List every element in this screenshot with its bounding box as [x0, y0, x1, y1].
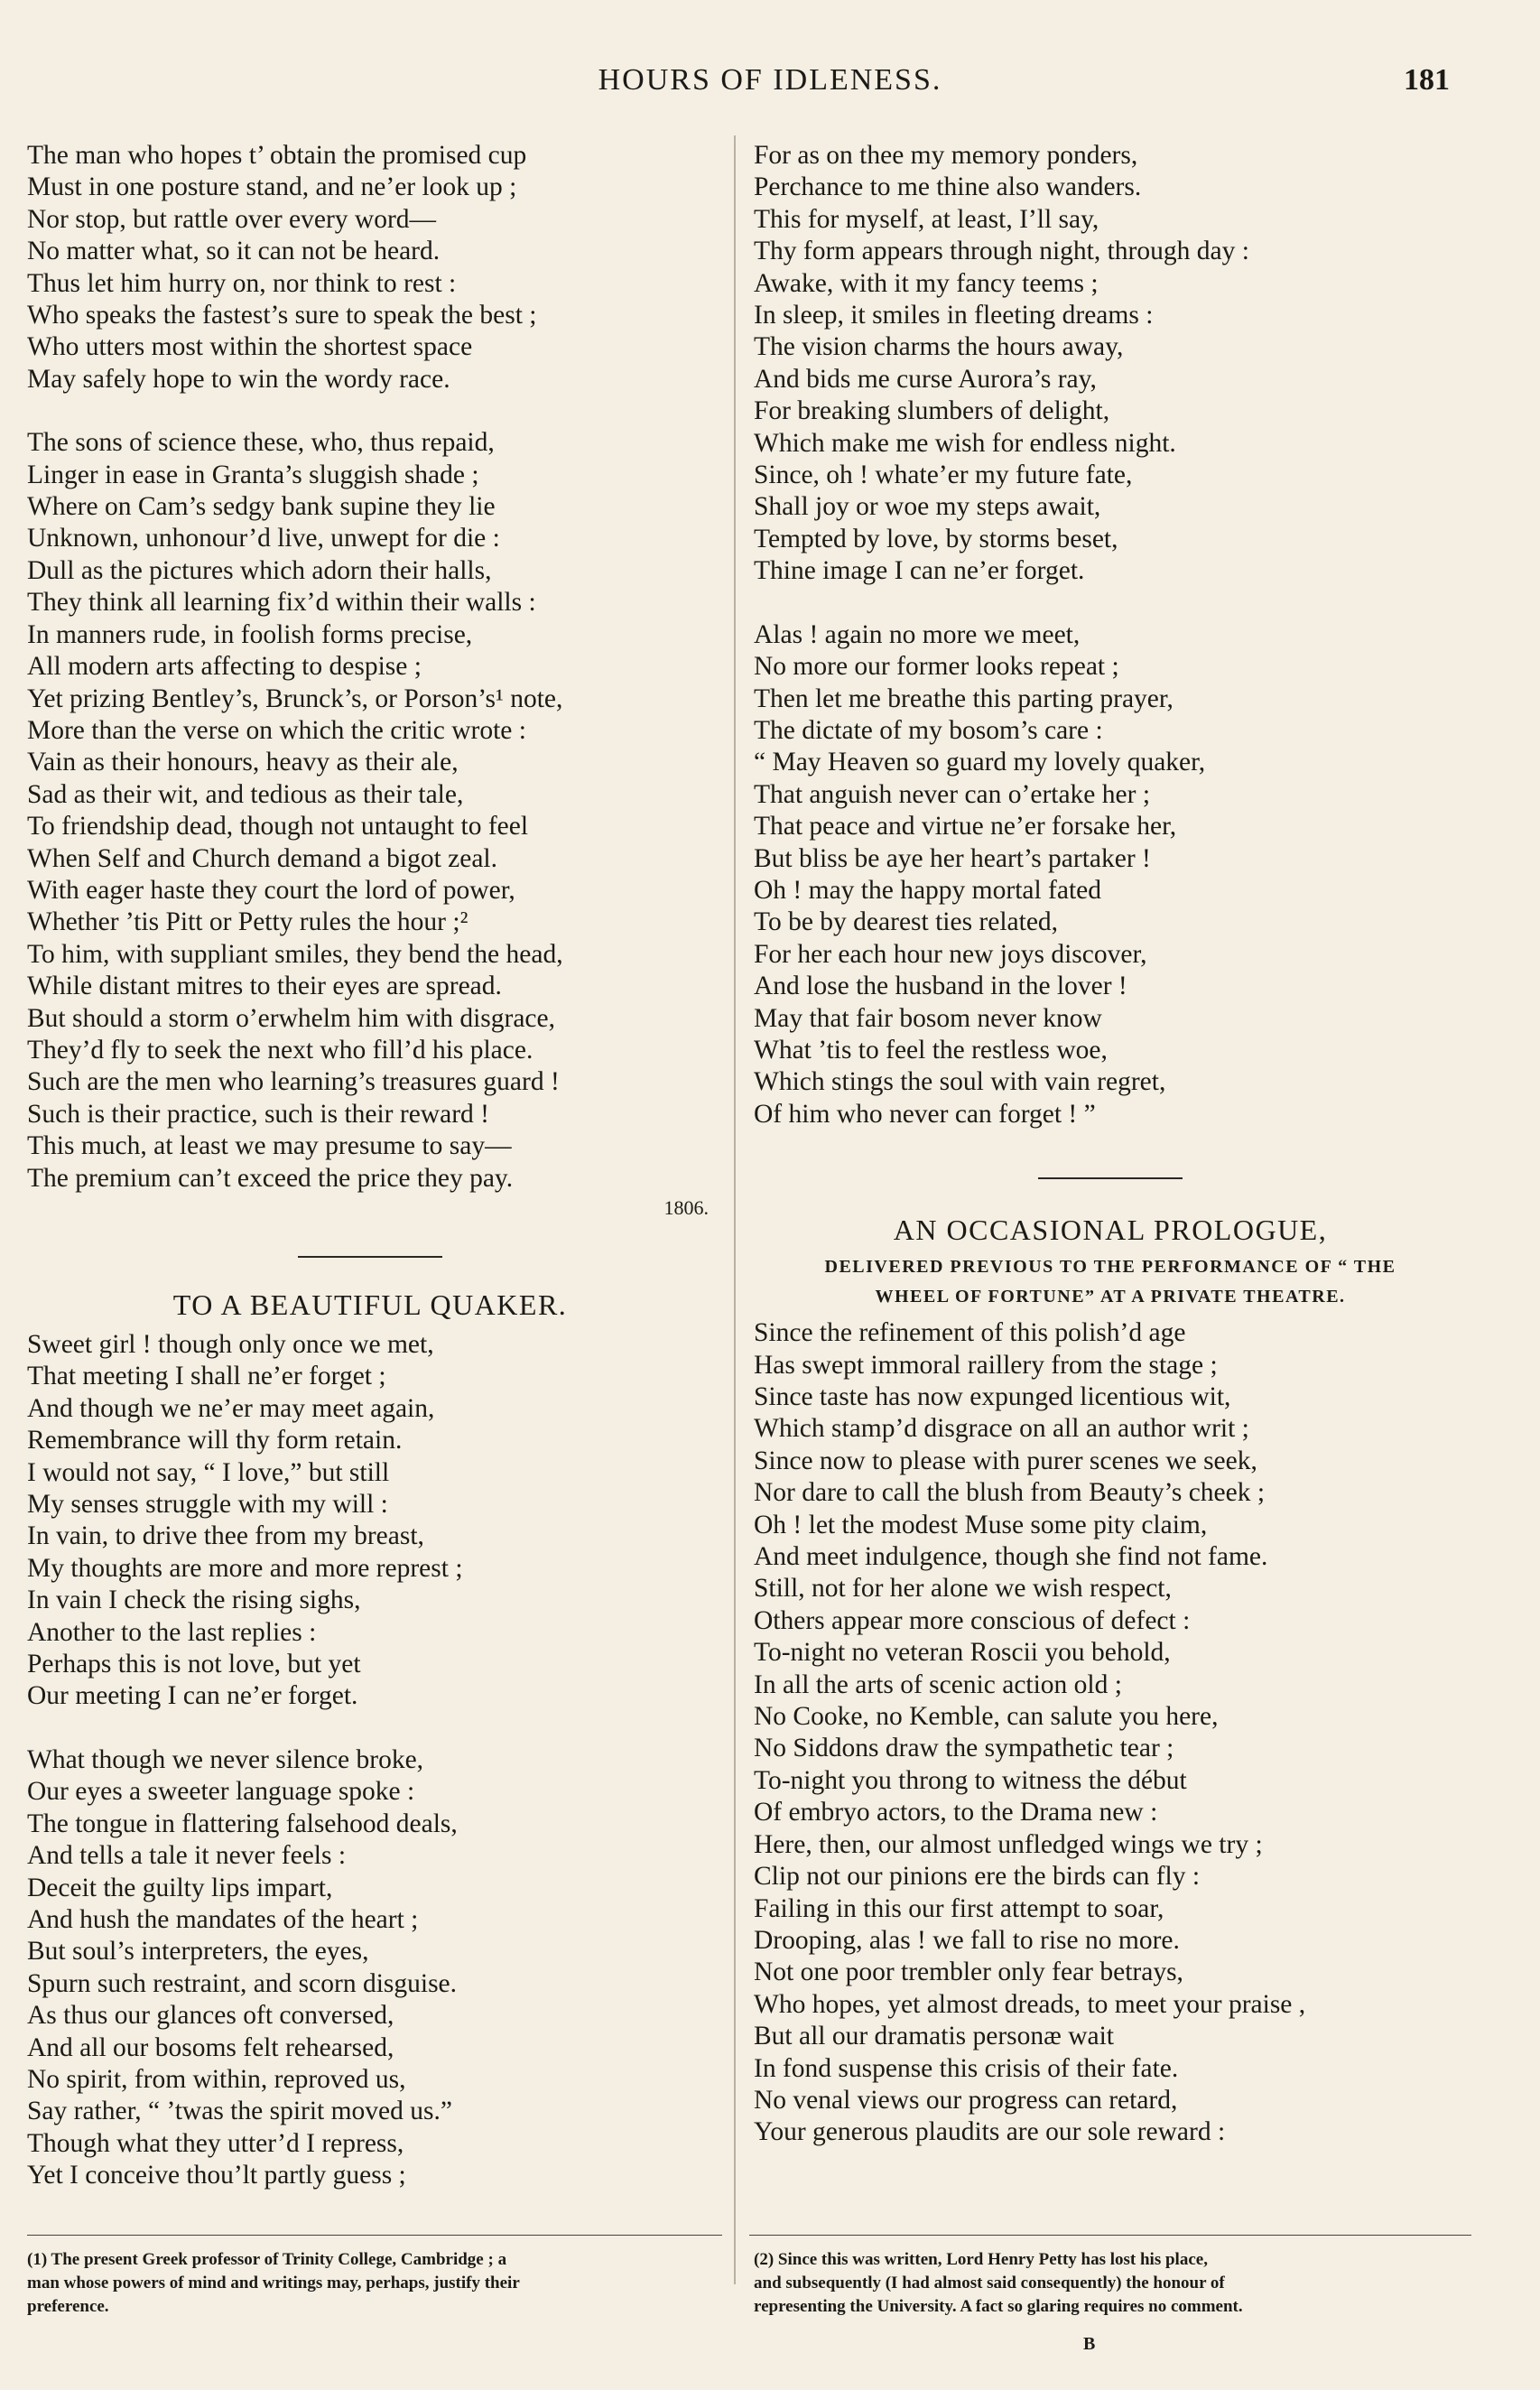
footnote-line: representing the University. A fact so glaring requires no comment. [754, 2297, 1243, 2316]
verse-line: And tells a tale it never feels : [27, 1841, 347, 1871]
verse-line: Thy form appears through night, through day : [754, 237, 1249, 266]
verse-line: And meet indulgence, though she find not fame. [754, 1542, 1268, 1572]
verse-line: Which stings the soul with vain regret, [754, 1067, 1166, 1097]
quaker-poem-title: TO A BEAUTIFUL QUAKER. [172, 1288, 568, 1321]
verse-line: Such are the men who learning’s treasures guard ! [27, 1067, 560, 1097]
stanza [754, 140, 1467, 588]
verse-line: They think all learning fix’d within their walls : [27, 588, 536, 618]
verse-line: Others appear more conscious of defect : [754, 1605, 1191, 1635]
verse-line: Since now to please with purer scenes we seek, [754, 1446, 1257, 1475]
verse-line: That anguish never can o’ertake her ; [754, 779, 1151, 809]
verse-line: No Siddons draw the sympathetic tear ; [754, 1734, 1174, 1763]
verse-line: And all our bosoms felt rehearsed, [27, 2032, 394, 2062]
verse-line: Shall joy or woe my steps await, [754, 492, 1101, 522]
verse-line: Unknown, unhonour’d live, unwept for die : [27, 524, 500, 553]
verse-line: In vain, to drive thee from my breast, [27, 1521, 424, 1551]
verse-line: Yet I conceive thou’lt partly guess ; [27, 2161, 406, 2190]
verse-line: And hush the mandates of the heart ; [27, 1904, 419, 1934]
verse-line: Perchance to me thine also wanders. [754, 172, 1142, 202]
verse-line: To friendship dead, though not untaught to feel [27, 812, 529, 842]
running-title: HOURS OF IDLENESS. [598, 63, 942, 97]
verse-line: This much, at least we may presume to say— [27, 1131, 512, 1161]
verse-line: Thine image I can ne’er forget. [754, 556, 1085, 586]
verse-line: Which stamp’d disgrace on all an author writ ; [754, 1414, 1249, 1444]
stanza [27, 140, 713, 395]
verse-line: Such is their practice, such is their reward ! [27, 1099, 489, 1129]
verse-line: Awake, with it my fancy teems ; [754, 268, 1099, 298]
verse-line: Sad as their wit, and tedious as their tale, [27, 779, 464, 809]
verse-line: And though we ne’er may meet again, [27, 1393, 435, 1423]
stanza [27, 1329, 713, 1713]
verse-line: But bliss be aye her heart’s partaker ! [754, 843, 1151, 873]
verse-line: But all our dramatis personæ wait [754, 2022, 1114, 2051]
verse-line: Spurn such restraint, and scorn disguise. [27, 1968, 458, 1998]
column-divider [734, 135, 736, 2284]
left-column [27, 140, 713, 2192]
verse-line: Another to the last replies : [27, 1617, 317, 1647]
verse-line: Must in one posture stand, and ne’er look up ; [27, 172, 517, 202]
verse-line: No more our former looks repeat ; [754, 652, 1119, 682]
verse-line: More than the verse on which the critic wrote : [27, 715, 526, 745]
verse-line: Who hopes, yet almost dreads, to meet your praise , [754, 1989, 1306, 2019]
footnote-line: man whose powers of mind and writings may, perhaps, justify their [27, 2274, 520, 2292]
signature-mark: B [1083, 2334, 1096, 2354]
verse-line: That meeting I shall ne’er forget ; [27, 1362, 386, 1391]
verse-line: For her each hour new joys discover, [754, 939, 1147, 969]
stanza [754, 1317, 1467, 2149]
verse-line: Thus let him hurry on, nor think to rest : [27, 268, 457, 298]
verse-line: For as on thee my memory ponders, [754, 141, 1138, 170]
verse-line: Say rather, “ ’twas the spirit moved us.” [27, 2097, 452, 2126]
verse-line: The man who hopes t’ obtain the promised cup [27, 141, 527, 170]
verse-line: No venal views our progress can retard, [754, 2085, 1178, 2115]
verse-line: Oh ! let the modest Muse some pity claim, [754, 1510, 1208, 1539]
verse-line: In sleep, it smiles in fleeting dreams : [754, 301, 1154, 330]
verse-line: When Self and Church demand a bigot zeal. [27, 843, 497, 873]
verse-line: No spirit, from within, reproved us, [27, 2064, 406, 2094]
verse-line: Remembrance will thy form retain. [27, 1426, 403, 1455]
verse-line: In fond suspense this crisis of their fate. [754, 2053, 1179, 2083]
prologue-title: AN OCCASIONAL PROLOGUE, [893, 1214, 1328, 1247]
verse-line: In vain I check the rising sighs, [27, 1586, 361, 1615]
verse-line: Where on Cam’s sedgy bank supine they lie [27, 492, 496, 522]
verse-line: Deceit the guilty lips impart, [27, 1873, 333, 1902]
verse-line: “ May Heaven so guard my lovely quaker, [754, 748, 1206, 777]
verse-line: Since, oh ! whate’er my future fate, [754, 460, 1133, 490]
footnote-rule [27, 2235, 722, 2236]
verse-line: May that fair bosom never know [754, 1003, 1102, 1033]
verse-line: That peace and virtue ne’er forsake her, [754, 812, 1177, 842]
verse-line: The dictate of my bosom’s care : [754, 715, 1103, 745]
right-column [754, 140, 1467, 2149]
verse-line: Whether ’tis Pitt or Petty rules the hour ;² [27, 907, 468, 937]
verse-line: Who speaks the fastest’s sure to speak the best ; [27, 301, 537, 330]
verse-line: The tongue in flattering falsehood deals, [27, 1809, 458, 1838]
verse-line: My thoughts are more and more represt ; [27, 1553, 463, 1583]
footnote-line: and subsequently (I had almost said consequently) the honour of [754, 2274, 1225, 2292]
stanza [27, 427, 713, 1195]
verse-line: Drooping, alas ! we fall to rise no more. [754, 1925, 1180, 1955]
footnote-1 [27, 2248, 722, 2319]
verse-line: As thus our glances oft conversed, [27, 2001, 394, 2031]
verse-line: Clip not our pinions ere the birds can fly : [754, 1862, 1201, 1892]
verse-line: With eager haste they court the lord of power, [27, 875, 515, 905]
verse-line: Oh ! may the happy mortal fated [754, 875, 1102, 905]
footnote-rule [749, 2235, 1471, 2236]
verse-line: But should a storm o’erwhelm him with disgrace, [27, 1003, 555, 1033]
verse-line: Nor stop, but rattle over every word— [27, 204, 437, 234]
verse-line: The premium can’t exceed the price they pay. [27, 1163, 514, 1193]
verse-line: To be by dearest ties related, [754, 907, 1059, 937]
page-number: 181 [1404, 63, 1450, 97]
prologue-subtitle: WHEEL OF FORTUNE” AT A PRIVATE THEATRE. [875, 1287, 1346, 1307]
verse-line: Linger in ease in Granta’s sluggish shade ; [27, 460, 479, 489]
verse-line: Dull as the pictures which adorn their halls, [27, 555, 492, 585]
verse-line: Our meeting I can ne’er forget. [27, 1681, 358, 1711]
verse-line: Here, then, our almost unfledged wings we try ; [754, 1829, 1263, 1859]
verse-line: Vain as their honours, heavy as their ale, [27, 748, 459, 777]
verse-line: For breaking slumbers of delight, [754, 396, 1110, 426]
verse-line: Alas ! again no more we meet, [754, 619, 1081, 649]
verse-line: To-night you throng to witness the début [754, 1765, 1187, 1795]
footnote-2 [754, 2248, 1476, 2319]
verse-line: No Cooke, no Kemble, can salute you here, [754, 1702, 1219, 1732]
footnote-line: (1) The present Greek professor of Trinity College, Cambridge ; a [27, 2250, 507, 2269]
stanza [754, 619, 1467, 1131]
verse-line: What ’tis to feel the restless woe, [754, 1035, 1108, 1065]
footnote-line: (2) Since this was written, Lord Henry Petty has lost his place, [754, 2250, 1208, 2269]
verse-line: To-night no veteran Roscii you behold, [754, 1638, 1171, 1668]
verse-line: In manners rude, in foolish forms precise, [27, 619, 473, 649]
verse-line: And lose the husband in the lover ! [754, 972, 1127, 1001]
verse-line: Since taste has now expunged licentious wit, [754, 1382, 1231, 1411]
verse-line: Failing in this our first attempt to soar, [754, 1893, 1164, 1923]
verse-line: Of embryo actors, to the Drama new : [754, 1798, 1158, 1827]
verse-line: The sons of science these, who, thus repaid, [27, 428, 495, 458]
verse-line: Your generous plaudits are our sole reward : [754, 2117, 1226, 2147]
verse-line: Since the refinement of this polish’d age [754, 1318, 1186, 1348]
verse-line: Still, not for her alone we wish respect, [754, 1574, 1172, 1604]
verse-line: Our eyes a sweeter language spoke : [27, 1777, 415, 1807]
verse-line: Not one poor trembler only fear betrays, [754, 1958, 1183, 1987]
verse-line: And bids me curse Aurora’s ray, [754, 364, 1097, 394]
stanza [27, 1744, 713, 2192]
verse-line: The vision charms the hours away, [754, 332, 1124, 362]
verse-line: No matter what, so it can not be heard. [27, 237, 441, 266]
verse-line: To him, with suppliant smiles, they bend the head, [27, 939, 563, 969]
verse-line: Has swept immoral raillery from the stage ; [754, 1350, 1218, 1380]
verse-line: Who utters most within the shortest space [27, 332, 473, 362]
verse-line: Though what they utter’d I repress, [27, 2128, 404, 2158]
verse-line: I would not say, “ I love,” but still [27, 1457, 390, 1487]
verse-line: But soul’s interpreters, the eyes, [27, 1937, 369, 1967]
verse-line: Perhaps this is not love, but yet [27, 1650, 361, 1679]
verse-line: They’d fly to seek the next who fill’d his place. [27, 1035, 533, 1065]
verse-line: Which make me wish for endless night. [754, 428, 1176, 458]
verse-line: Sweet girl ! though only once we met, [27, 1330, 434, 1359]
verse-line: Then let me breathe this parting prayer, [754, 684, 1174, 713]
verse-line: Of him who never can forget ! ” [754, 1099, 1096, 1129]
verse-line: What though we never silence broke, [27, 1744, 424, 1774]
verse-line: Tempted by love, by storms beset, [754, 524, 1118, 553]
verse-line: All modern arts affecting to despise ; [27, 652, 422, 682]
verse-line: In all the arts of scenic action old ; [754, 1669, 1122, 1699]
verse-line: This for myself, at least, I’ll say, [754, 204, 1099, 234]
poem-date: 1806. [663, 1196, 709, 1219]
footnote-line: preference. [27, 2297, 109, 2316]
verse-line: While distant mitres to their eyes are spread. [27, 972, 502, 1001]
prologue-subtitle: DELIVERED PREVIOUS TO THE PERFORMANCE OF “ THE [824, 1257, 1396, 1278]
verse-line: May safely hope to win the wordy race. [27, 364, 450, 394]
verse-line: Yet prizing Bentley’s, Brunck’s, or Porson’s¹ note, [27, 684, 563, 713]
verse-line: My senses struggle with my will : [27, 1490, 388, 1520]
verse-line: Nor dare to call the blush from Beauty’s cheek ; [754, 1478, 1266, 1508]
